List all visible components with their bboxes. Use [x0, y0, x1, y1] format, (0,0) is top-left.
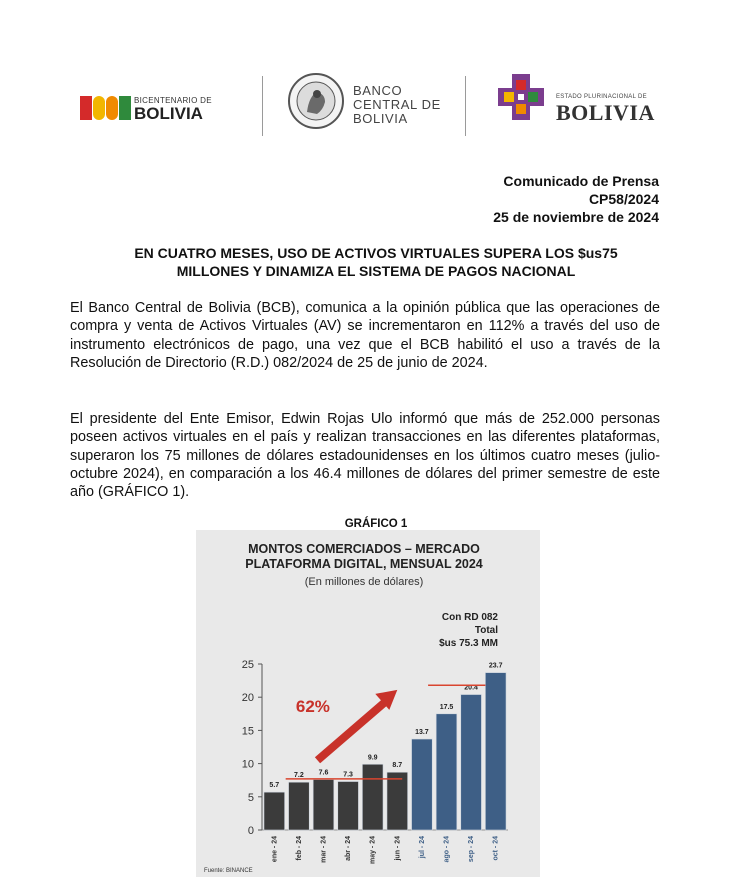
y-tick-label: 0: [247, 825, 254, 837]
bar: [412, 739, 433, 830]
x-tick-label: abr - 24: [345, 836, 353, 861]
figure-label: GRÁFICO 1: [344, 518, 408, 530]
bar: [436, 714, 457, 830]
estado-plurinacional-logo: [490, 72, 690, 138]
bar-value-label: 7.6: [318, 769, 329, 777]
bar: [289, 782, 310, 830]
x-tick-label: oct - 24: [492, 836, 500, 861]
x-tick-label: jul - 24: [418, 836, 426, 859]
x-tick-label: jun - 24: [394, 836, 402, 861]
chart-title-line: PLATAFORMA DIGITAL, MENSUAL 2024: [245, 557, 483, 571]
x-tick-label: ene - 24: [271, 836, 279, 863]
bar-value-label: 17.5: [439, 703, 454, 711]
y-tick-label: 25: [241, 659, 254, 671]
bar: [264, 792, 285, 830]
bcb-seal-icon: [287, 72, 345, 130]
chart-panel: [196, 530, 540, 877]
chakana-icon: [490, 72, 552, 138]
headline-line: MILLONES Y DINAMIZA EL SISTEMA DE PAGOS NACIONAL: [176, 263, 576, 279]
headline-line: EN CUATRO MESES, USO DE ACTIVOS VIRTUALES SUPERA LOS $us75: [134, 245, 618, 261]
bar-value-label: 9.9: [367, 754, 378, 762]
paragraph-2: El presidente del Ente Emisor, Edwin Rojas Ulo informó que más de 252.000 personas poseen activos virtuales en el país y realizan transacciones en las diferentes plataformas, superaron los 75 millones de dólares estadounidenses en los últimos cuatro meses (julio-octubre 2024), en comparación a los 46.4 millones de dólares del primer semestre de este año (GRÁFICO 1).: [70, 411, 660, 501]
header-logos: [80, 72, 680, 138]
chart-annotation-line: Total: [474, 625, 498, 636]
bar: [461, 695, 482, 830]
growth-label: 62%: [295, 696, 330, 716]
y-tick-label: 20: [241, 692, 254, 705]
bar: [362, 764, 383, 830]
estado-small-text: ESTADO PLURINACIONAL DE: [556, 94, 647, 100]
bar-value-label: 13.7: [415, 729, 429, 737]
bcb-line: CENTRAL DE: [353, 97, 441, 112]
chart-annotation-line: $us 75.3 MM: [439, 638, 498, 649]
bcb-line: BANCO: [353, 83, 403, 98]
bicentenario-logo: [80, 94, 245, 124]
bcb-name: [353, 84, 441, 126]
chart-annotation-line: Con RD 082: [441, 612, 498, 623]
logo-divider: [262, 76, 263, 136]
bar: [313, 780, 334, 830]
press-type: Comunicado de Prensa: [503, 173, 659, 189]
y-tick-label: 15: [241, 725, 254, 738]
bar: [485, 673, 506, 830]
bicentenario-big-text: BOLIVIA: [134, 104, 203, 123]
chart-title-line: MONTOS COMERCIADOS – MERCADO: [248, 542, 480, 556]
headline: [70, 244, 682, 280]
x-tick-label: feb - 24: [295, 836, 303, 861]
logo-divider: [465, 76, 466, 136]
bar-value-label: 7.2: [294, 772, 304, 780]
bar-value-label: 8.7: [392, 762, 403, 770]
bar-value-label: 20.4: [464, 684, 478, 692]
bicentenario-mark: [80, 96, 132, 120]
press-header: [493, 172, 659, 226]
chart-subtitle: (En millones de dólares): [304, 576, 424, 588]
chart-source: Fuente: BINANCE: [204, 868, 253, 874]
estado-big-text: BOLIVIA: [556, 100, 655, 125]
paragraph-1: El Banco Central de Bolivia (BCB), comunica a la opinión pública que las operaciones de compra y venta de Activos Virtuales (AV) se incrementaron en 112% a través del uso de instrumento electrónicos de pago, una vez que el BCB habilitó el uso a través de la Resolución de Directorio (R.D.) 082/2024 de 25 de junio de 2024.: [70, 300, 660, 371]
bar-value-label: 23.7: [488, 662, 503, 670]
bar: [338, 782, 359, 830]
x-tick-label: sep - 24: [468, 836, 476, 863]
press-date: 25 de noviembre de 2024: [493, 209, 659, 225]
bicentenario-small-text: BICENTENARIO DE: [134, 96, 212, 105]
x-tick-label: mar - 24: [320, 836, 328, 863]
y-tick-label: 10: [241, 758, 254, 771]
bar-value-label: 5.7: [269, 782, 280, 790]
x-tick-label: ago - 24: [443, 836, 451, 863]
bar-chart: [196, 530, 540, 877]
bcb-line: BOLIVIA: [353, 111, 408, 126]
press-code: CP58/2024: [588, 191, 659, 207]
y-tick-label: 5: [247, 791, 254, 804]
bar: [387, 772, 408, 830]
bar-value-label: 7.3: [343, 771, 353, 779]
x-tick-label: may - 24: [369, 836, 377, 865]
